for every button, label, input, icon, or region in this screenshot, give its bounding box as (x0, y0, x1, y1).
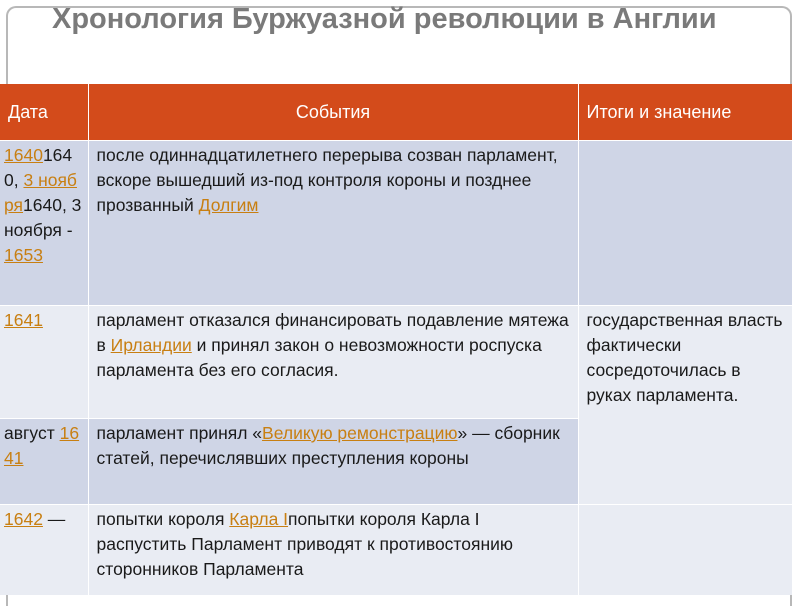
date-cell (0, 306, 88, 419)
date-text: 1640, (4, 145, 73, 190)
date-cell (0, 141, 88, 306)
date-link[interactable]: 1641 (4, 310, 43, 330)
date-cell (0, 505, 88, 595)
date-link[interactable]: 1641 (4, 423, 80, 468)
table-header-row (0, 84, 792, 141)
event-text: после одиннадцатилетнего перерыва созван парламент, вскоре вышедший из-под контроля короны и позднее прозванный (96, 145, 558, 215)
event-cell (88, 505, 578, 595)
event-cell (88, 306, 578, 419)
date-text: август (4, 423, 60, 443)
header-date: Дата (0, 84, 88, 141)
date-link[interactable]: 1653 (4, 245, 43, 265)
date-link[interactable]: 1642 (4, 509, 43, 529)
chronology-table (0, 84, 793, 595)
result-cell (578, 141, 792, 306)
event-text: попытки короля (96, 509, 230, 529)
event-cell (88, 419, 578, 505)
event-link[interactable]: Карла I (229, 509, 289, 529)
date-link[interactable]: 3 ноября (4, 170, 77, 215)
event-link[interactable]: Великую ремонстрацию (262, 423, 458, 443)
event-link[interactable]: Долгим (198, 195, 259, 215)
event-text: парламент отказался финансировать подавление мятежа в (96, 310, 569, 355)
slide-title: Хронология Буржуазной революции в Англии (52, 3, 717, 35)
header-results: Итоги и значение (578, 84, 792, 141)
result-cell: государственная власть фактически сосредоточилась в руках парламента. (578, 306, 792, 505)
header-events: События (88, 84, 578, 141)
event-text: » — сборник статей, перечислявших преступления короны (96, 423, 560, 468)
date-cell (0, 419, 88, 505)
table-row (0, 505, 792, 595)
event-text: попытки короля Карла I распустить Парламент приводят к противостоянию сторонников Парламента (96, 509, 514, 579)
date-link[interactable]: 1640 (4, 145, 43, 165)
event-link[interactable]: Ирландии (110, 335, 192, 355)
event-text: парламент принял « (96, 423, 263, 443)
table-row (0, 306, 792, 419)
event-text: и принял закон о невозможности роспуска парламента без его согласия. (96, 335, 542, 380)
result-cell (578, 505, 792, 595)
table-row (0, 141, 792, 306)
date-text: — (42, 509, 66, 529)
date-text: 1640, 3 ноября - (4, 195, 82, 240)
event-cell (88, 141, 578, 306)
